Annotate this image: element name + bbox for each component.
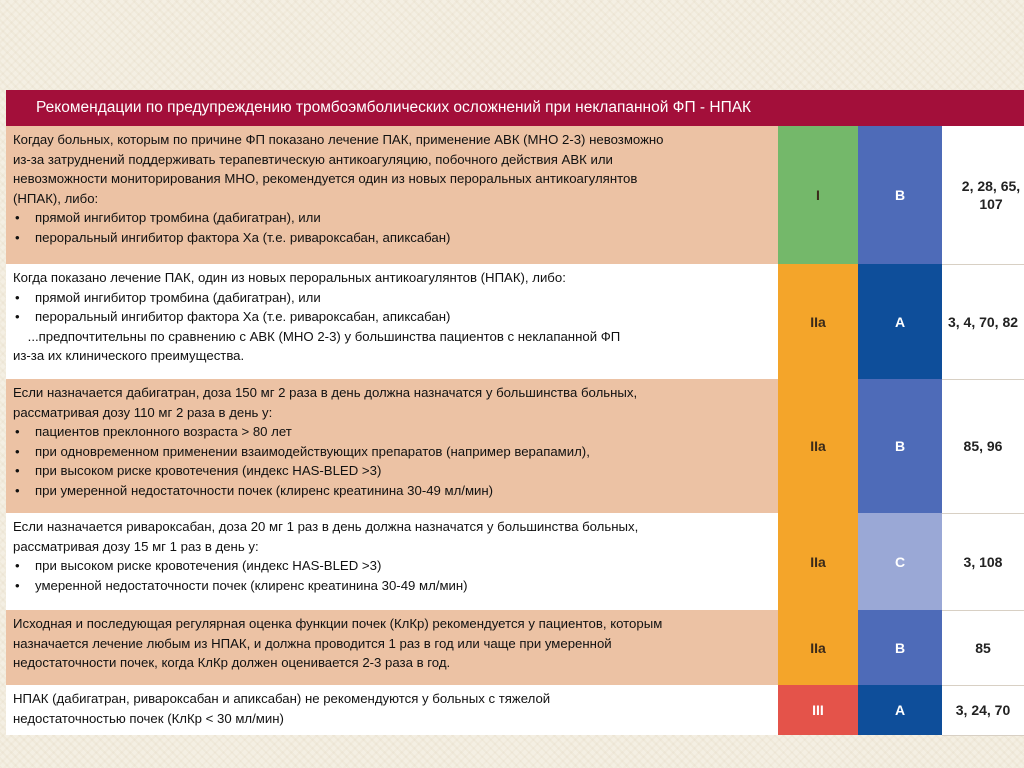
class-label: III (812, 702, 824, 718)
bullet-item: • пероральный ингибитор фактора Ха (т.е. ривароксабан, апиксабан) (13, 228, 772, 248)
recommendation-row (6, 685, 1024, 735)
references-cell: 3, 24, 70 (942, 685, 1024, 736)
bullet-item: • умеренной недостаточности почек (клиренс креатинина 30-49 мл/мин) (13, 576, 772, 596)
bullet-item: • при высоком риске кровотечения (индекс HAS-BLED >3) (13, 461, 772, 481)
recommendation-text (6, 264, 778, 379)
text-line: Если назначается ривароксабан, доза 20 мг 1 раз в день должна назначатся у большинства больных, (13, 519, 639, 534)
recommendation-text (6, 379, 778, 513)
bullet-item: • пациентов преклонного возраста > 80 лет (13, 422, 772, 442)
text-line: недостаточности почек, когда КлКр должен оценивается 2-3 раза в год. (13, 655, 451, 671)
level-cell: C (858, 513, 942, 610)
class-cell (778, 126, 858, 264)
recommendation-row (6, 126, 1024, 264)
level-cell: A (858, 264, 942, 379)
class-cell (778, 379, 858, 513)
references-cell: 3, 4, 70, 82 (942, 264, 1024, 380)
bullet-list (13, 556, 772, 595)
class-cell (778, 610, 858, 685)
text-line: Когдау больных, которым по причине ФП показано лечение ПАК, применение АВК (МНО 2-3) невозможно (13, 132, 664, 147)
text-line: из-за их клинического преимущества. (13, 348, 245, 364)
level-cell: A (858, 685, 942, 735)
text-line: рассматривая дозу 110 мг 2 раза в день у: (13, 404, 273, 420)
text-line: рассматривая дозу 15 мг 1 раз в день у: (13, 538, 259, 554)
text-line: Если назначается дабигатран, доза 150 мг 2 раза в день должна назначатся у большинства больных, (13, 385, 638, 400)
class-cell (778, 513, 858, 610)
class-cell (778, 685, 858, 735)
class-label: I (816, 187, 820, 203)
recommendation-text (6, 513, 778, 610)
references-cell: 85 (942, 610, 1024, 686)
text-line: невозможности мониторирования МНО, рекомендуется один из новых пероральных антикоагулянтов (13, 171, 638, 187)
text-line: Когда показано лечение ПАК, один из новых пероральных антикоагулянтов (НПАК), либо: (13, 270, 566, 285)
level-cell: B (858, 610, 942, 685)
level-cell: B (858, 379, 942, 513)
class-cell (778, 264, 858, 379)
text-line: НПАК (дабигатран, ривароксабан и апиксабан) не рекомендуются у больных с тяжелой (13, 691, 551, 706)
recommendation-row (6, 513, 1024, 610)
recommendations-slide (6, 90, 1024, 735)
bullet-list (13, 422, 772, 500)
recommendation-row (6, 610, 1024, 685)
references-cell: 2, 28, 65, 107 (942, 126, 1024, 265)
text-line: Исходная и последующая регулярная оценка функции почек (КлКр) рекомендуется у пациентов, которым (13, 616, 663, 631)
bullet-item: • прямой ингибитор тромбина (дабигатран), или (13, 208, 772, 228)
recommendation-text (6, 685, 778, 735)
text-line: (НПАК), либо: (13, 190, 99, 206)
class-label: IIa (810, 438, 826, 454)
bullet-list (13, 288, 772, 327)
bullet-item: • при умеренной недостаточности почек (клиренс креатинина 30-49 мл/мин) (13, 481, 772, 501)
bullet-list (13, 208, 772, 247)
page-title: Рекомендации по предупреждению тромбоэмболических осложнений при неклапанной ФП - НПАК (6, 90, 1024, 126)
text-line: назначается лечение любым из НПАК, и должна проводится 1 раз в год или чаще при умеренной (13, 635, 612, 651)
recommendation-text (6, 610, 778, 685)
class-label: IIa (810, 553, 826, 570)
text-line: недостаточностью почек (КлКр < 30 мл/мин) (13, 710, 284, 726)
bullet-item: • при высоком риске кровотечения (индекс HAS-BLED >3) (13, 556, 772, 576)
references-cell: 85, 96 (942, 379, 1024, 514)
class-label: IIa (810, 313, 826, 330)
bullet-item: • пероральный ингибитор фактора Ха (т.е. ривароксабан, апиксабан) (13, 307, 772, 327)
text-line: из-за затруднений поддерживать терапевтическую антикоагуляцию, побочного действия АВК или (13, 151, 613, 167)
recommendation-row (6, 379, 1024, 513)
class-label: IIa (810, 639, 826, 656)
bullet-item: • при одновременном применении взаимодействующих препаратов (например верапамил), (13, 442, 772, 462)
recommendation-text (6, 126, 778, 264)
bullet-item: • прямой ингибитор тромбина (дабигатран), или (13, 288, 772, 308)
level-cell: B (858, 126, 942, 264)
recommendation-row (6, 264, 1024, 379)
references-cell: 3, 108 (942, 513, 1024, 611)
text-line: ...предпочтительны по сравнению с АВК (МНО 2-3) у большинства пациентов с неклапанной ФП (13, 328, 621, 344)
